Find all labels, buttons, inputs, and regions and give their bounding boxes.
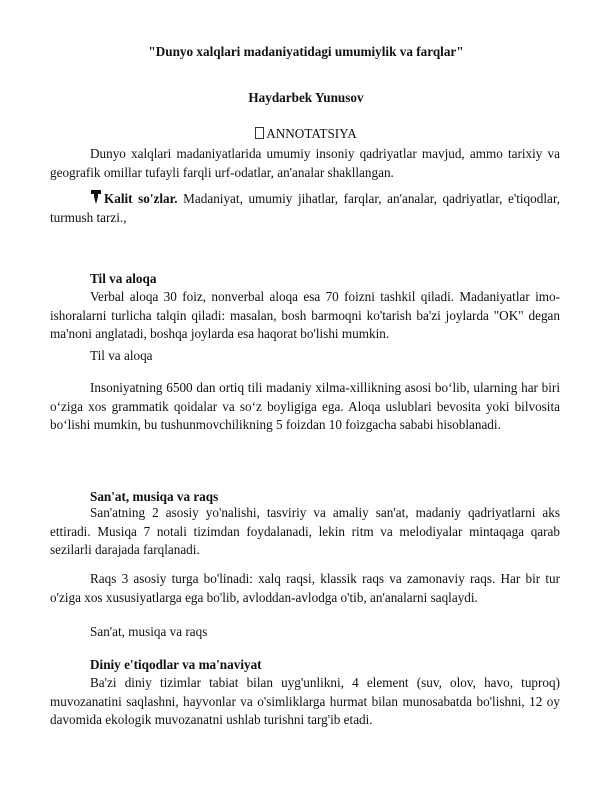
section-heading-language: Til va aloqa bbox=[90, 271, 157, 286]
section-art-para2: Raqs 3 asosiy turga bo'linadi: xalq raqsi, klassik raqs va zamonaviy raqs. Har bir tur o'ziga xos xususiyatlarga ega bo'lib, avloddan-avlodga o'tib, an'analarni saqlaydi. bbox=[50, 571, 560, 605]
section-language-subtitle: Til va aloqa bbox=[90, 348, 153, 363]
keywords-paragraph bbox=[50, 190, 560, 227]
missing-glyph-icon bbox=[255, 127, 264, 139]
section-heading-art: San'at, musiqa va raqs bbox=[90, 489, 219, 504]
keywords-text: Madaniyat, umumiy jihatlar, farqlar, an'analar, qadriyatlar, e'tiqodlar, turmush tarzi., bbox=[50, 191, 561, 225]
abstract-text: Dunyo xalqlari madaniyatlarida umumiy insoniy qadriyatlar mavjud, ammo tarixiy va geografik omillar tufayli farqli urf-odatlar, an'analar shakllangan. bbox=[50, 146, 560, 180]
section-heading-religion: Diniy e'tiqodlar va ma'naviyat bbox=[90, 657, 262, 672]
abstract-heading bbox=[0, 126, 612, 142]
keywords-label: Kalit so'zlar. bbox=[104, 191, 178, 206]
pin-icon bbox=[90, 190, 102, 204]
section-language-para2: Insoniyatning 6500 dan ortiq tili madaniy xilma-xillikning asosi bo‘lib, ularning har biri o‘ziga xos grammatik qoidalar va so‘z boyligiga ega. Aloqa uslublari bevosita yoki bilvosita bo‘lishi mumkin, bu tushunmovchilikning 5 foizdan 10 foizgacha sababi hisoblanadi. bbox=[50, 380, 560, 432]
section-religion-para1: Ba'zi diniy tizimlar tabiat bilan uyg'unlikni, 4 element (suv, olov, havo, tuproq) muvozanatini saqlashni, hayvonlar va o'simliklarga hurmat bilan munosabatda bo'lishni, 12 oy davomida ekologik muvozanatni ushlab turishni targ'ib etadi. bbox=[50, 675, 560, 727]
paper-title: "Dunyo xalqlari madaniyatidagi umumiylik va farqlar" bbox=[148, 44, 464, 59]
section-art-subtitle: San'at, musiqa va raqs bbox=[90, 624, 208, 639]
section-art-para1: San'atning 2 asosiy yo'nalishi, tasviriy va amaliy san'at, madaniy qadriyatlarni aks ettiradi. Musiqa 7 notali tizimdan foydalanadi, lekin ritm va melodiyalar mintaqaga qarab sezilarli darajada farqlanadi. bbox=[50, 505, 560, 557]
abstract-heading-text: ANNOTATSIYA bbox=[266, 126, 357, 141]
author-name: Haydarbek Yunusov bbox=[248, 90, 364, 105]
section-language-para1: Verbal aloqa 30 foiz, nonverbal aloqa esa 70 foizni tashkil qiladi. Madaniyatlar imo-ishoralarni turlicha talqin qiladi: masalan, bosh barmoqni ko'tarish ba'zi joylarda "OK" degan ma'noni anglatadi, boshqa joylarda esa haqorat bo'lishi mumkin. bbox=[50, 289, 560, 341]
